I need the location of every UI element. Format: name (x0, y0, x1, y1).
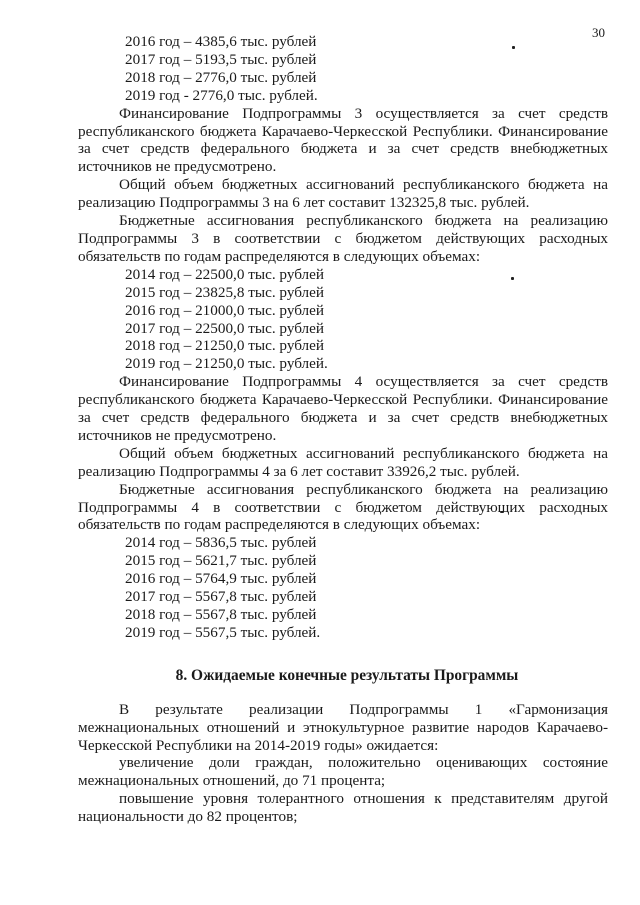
paragraph-sub3-funding-source: Финансирование Подпрограммы 3 осуществляется за счет средств республиканского бюджета Карачаево-Черкесской Республики. Финансирование за счет средств федерального бюджета и за счет средств внебюджетных источников не предусмотрено. (78, 104, 608, 176)
funding-line: 2016 год – 4385,6 тыс. рублей (125, 33, 317, 50)
paragraph-results-intro: В результате реализации Подпрограммы 1 «Гармонизация межнациональных отношений и этнокультурное развитие народов Карачаево-Черкесской Республики на 2014-2019 годы» ожидается: (78, 700, 608, 754)
funding-line: 2018 год – 21250,0 тыс. рублей (125, 337, 325, 355)
funding-line: 2018 год – 2776,0 тыс. рублей (125, 68, 317, 86)
funding-list-sub4 (78, 534, 608, 641)
paragraph-sub4-funding-source: Финансирование Подпрограммы 4 осуществляется за счет средств республиканского бюджета Карачаево-Черкесской Республики. Финансирование за счет средств федерального бюджета и за счет средств внебюджетных источников не предусмотрено. (78, 373, 608, 444)
funding-line: 2017 год – 5193,5 тыс. рублей (125, 50, 317, 68)
paragraph-sub3-total: Общий объем бюджетных ассигнований республиканского бюджета на реализацию Подпрограммы 3 на 6 лет составит 132325,8 тыс. рублей. (78, 176, 608, 212)
funding-line: 2018 год – 5567,8 тыс. рублей (125, 606, 317, 623)
funding-line: 2019 год – 5567,5 тыс. рублей. (125, 623, 321, 641)
paragraph-result-item: повышение уровня толерантного отношения к представителям другой национальности до 82 процентов; (78, 790, 608, 826)
funding-line: 2017 год – 5567,8 тыс. рублей (125, 588, 317, 606)
funding-line: 2017 год – 22500,0 тыс. рублей (125, 319, 325, 337)
funding-line: 2019 год – 21250,0 тыс. рублей. (125, 355, 328, 373)
page-number: 30 (592, 25, 605, 40)
paragraph-sub4-total: Общий объем бюджетных ассигнований республиканского бюджета на реализацию Подпрограммы 4 за 6 лет составит 33926,2 тыс. рублей. (78, 444, 608, 480)
funding-line: 2015 год – 5621,7 тыс. рублей (125, 552, 317, 570)
funding-list-sub2 (78, 33, 608, 105)
section-heading: 8. Ожидаемые конечные результаты Программы (175, 666, 519, 684)
funding-line: 2014 год – 22500,0 тыс. рублей (125, 265, 325, 283)
paragraph-sub3-allocation: Бюджетные ассигнования республиканского бюджета на реализацию Подпрограммы 3 в соответствии с бюджетом действующих расходных обязательств по годам распределяются в следующих объемах: (78, 212, 608, 265)
funding-line: 2014 год – 5836,5 тыс. рублей (125, 534, 317, 552)
funding-line: 2015 год – 23825,8 тыс. рублей (125, 283, 325, 301)
document-body (78, 33, 608, 826)
paragraph-result-item: увеличение доли граждан, положительно оценивающих состояние межнациональных отношений, до 71 процента; (78, 754, 608, 790)
funding-list-sub3 (78, 266, 608, 373)
funding-line: 2016 год – 5764,9 тыс. рублей (125, 570, 317, 588)
paragraph-sub4-allocation: Бюджетные ассигнования республиканского бюджета на реализацию Подпрограммы 4 в соответствии с бюджетом действующих расходных обязательств по годам распределяются в следующих объемах: (78, 480, 608, 534)
funding-line: 2019 год - 2776,0 тыс. рублей. (125, 86, 318, 104)
funding-line: 2016 год – 21000,0 тыс. рублей (125, 301, 325, 319)
